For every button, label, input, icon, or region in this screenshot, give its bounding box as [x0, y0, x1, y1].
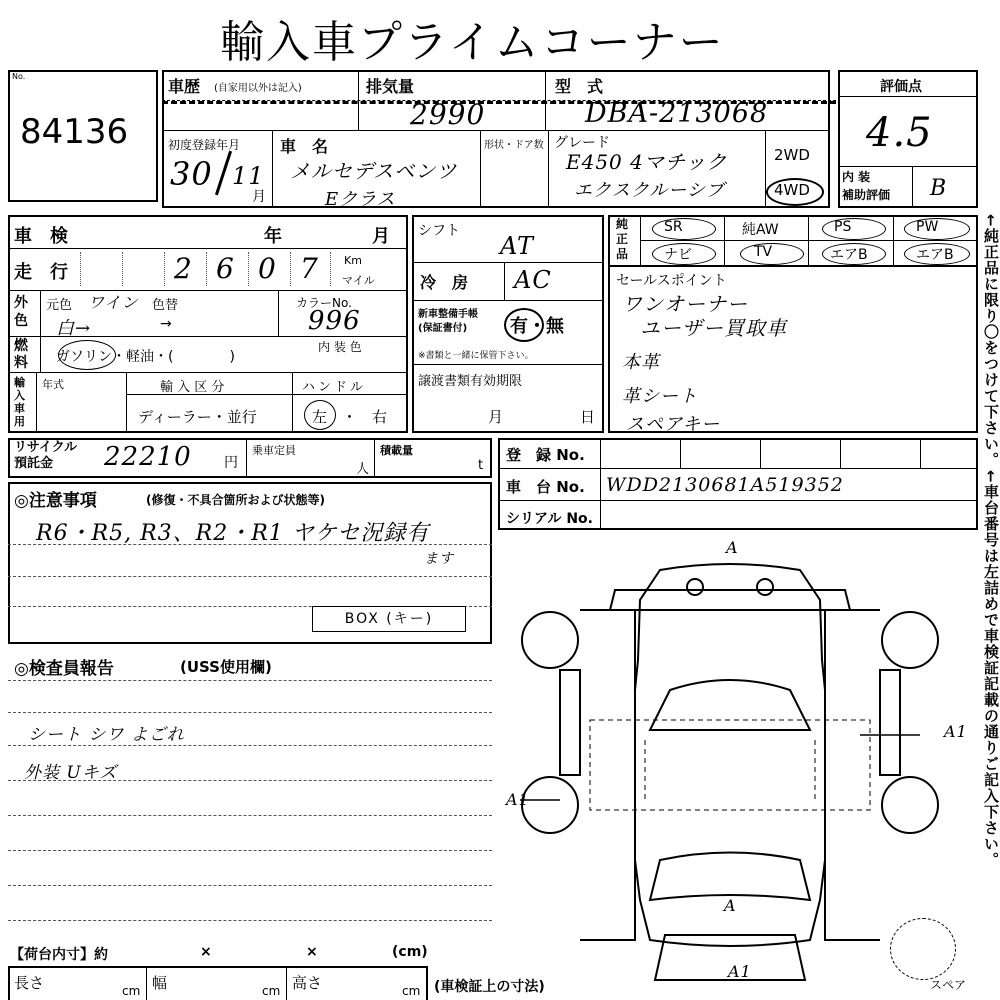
sales-point-4: 革シート: [622, 386, 698, 407]
cargo-length-unit: cm: [122, 984, 141, 998]
mileage-label: 走 行: [14, 262, 68, 283]
shaken-month: 月: [372, 226, 390, 247]
mileage-cells: [80, 252, 330, 288]
cargo-note: (車検証上の寸法): [434, 979, 545, 995]
aircon-label: 冷 房: [420, 273, 469, 292]
genuine-circle-ps: [822, 218, 886, 240]
cargo-width: 幅: [152, 974, 168, 992]
history-note: (自家用以外は記入): [214, 83, 302, 94]
genuine-airb-1: エアB: [830, 247, 868, 263]
mileage-km: Km: [344, 254, 362, 267]
genuine-circle-navi: [652, 243, 716, 265]
orig-color-value: ワイン: [88, 293, 139, 312]
color-no-label: カラーNo.: [296, 296, 352, 310]
side-note-chassis: ←車台番号は左詰めで車検証記載の通りご記入下さい。: [982, 470, 1000, 868]
load-unit: t: [478, 458, 484, 473]
page-title: 輸入車プライムコーナー: [220, 17, 725, 68]
manual-label: 新車整備手帳 (保証書付): [418, 309, 478, 334]
car-diagram: [520, 540, 940, 1000]
aircon-value: AC: [514, 266, 552, 294]
cargo-height-unit: cm: [402, 984, 421, 998]
cargo-x2: ×: [306, 944, 318, 960]
diagram-mark-front: A: [724, 896, 737, 915]
first-reg-year: 30: [170, 155, 213, 193]
diagram-mark-rear: A: [726, 538, 739, 557]
sales-point-2: ユーザー買取車: [640, 316, 787, 340]
color-no-value: 996: [308, 306, 361, 336]
import-label: 輸 入 車 用: [14, 376, 25, 428]
spare-label: スペア: [930, 978, 967, 992]
diagram-mark-right: A1: [944, 722, 968, 741]
side-note-genuine: ←純正品に限り〇をつけて下さい。: [982, 214, 1000, 468]
genuine-pw: PW: [916, 219, 939, 235]
fuel-options: ガソリン・軽油・( ): [56, 349, 235, 365]
outer-color-label: 外 色: [14, 295, 28, 329]
inspector-line-1: シート シワ よごれ: [28, 725, 185, 745]
notes-sub: (修復・不具合箇所および状態等): [146, 493, 325, 507]
genuine-circle-airb-2: [904, 243, 970, 265]
genuine-aw: 純AW: [742, 222, 779, 238]
cargo-length: 長さ: [14, 974, 45, 992]
score-interior-label: 内 装 補助評価: [842, 170, 891, 202]
genuine-label: 純 正 品: [616, 217, 629, 261]
transfer-label: 譲渡書類有効期限: [418, 374, 523, 389]
model-label: 型 式: [555, 77, 604, 96]
sales-point-1: ワンオーナー: [622, 292, 748, 316]
transfer-day: 日: [580, 408, 596, 426]
drive-2wd: 2WD: [774, 146, 810, 164]
genuine-ps: PS: [834, 219, 852, 235]
displacement-label: 排気量: [366, 77, 415, 96]
first-reg-month-unit: 月: [252, 189, 266, 205]
inspector-sub: (USS使用欄): [180, 658, 272, 676]
mileage-digit-6: 7: [300, 252, 319, 285]
diagram-mark-bottom: A1: [728, 962, 752, 981]
genuine-sr: SR: [664, 219, 683, 235]
grade-value: E450 4マチック: [566, 150, 728, 174]
recycle-block: [8, 438, 492, 478]
box-key-label: BOX (キー): [312, 606, 466, 632]
cargo-label: 【荷台内寸】約: [10, 947, 108, 963]
chassis-label: 車 台 No.: [506, 478, 585, 496]
change-color-label: 色替: [152, 298, 179, 313]
score-value: 4.5: [866, 110, 933, 156]
lot-no-label: No.: [12, 72, 26, 81]
cargo-unit: (cm): [392, 944, 428, 960]
genuine-circle-airb-1: [822, 243, 886, 265]
genuine-navi: ナビ: [664, 247, 692, 263]
inspector-line-2: 外装 Uキズ: [24, 763, 118, 783]
score-label: 評価点: [880, 79, 922, 95]
inspector-label: ◎検査員報告: [14, 659, 114, 679]
sales-point-5: スペアキー: [626, 414, 721, 435]
car-name-sub: Eクラス: [325, 189, 396, 210]
cargo-x1: ×: [200, 944, 212, 960]
recycle-label: リサイクル 預託金: [14, 440, 78, 471]
cargo-dims-block: [8, 966, 428, 1000]
transfer-month: 月: [488, 408, 504, 426]
fuel-label: 燃 料: [14, 338, 28, 371]
manual-options: 有・無: [510, 316, 564, 337]
sales-points-label: セールスポイント: [616, 273, 727, 289]
displacement-value: 2990: [410, 98, 486, 131]
shift-value: AT: [500, 232, 535, 260]
first-reg-label: 初度登録年月: [168, 138, 241, 152]
drive-4wd: 4WD: [774, 181, 810, 199]
doors-label: 形状・ドア数: [484, 140, 544, 151]
load-label: 積載量: [380, 444, 413, 457]
notes-label: ◎注意事項: [14, 491, 97, 511]
import-class-label: 輸 入 区 分: [160, 380, 225, 395]
first-reg-month: 11: [232, 162, 265, 190]
cargo-width-unit: cm: [262, 984, 281, 998]
sales-point-3: 本革: [622, 352, 660, 373]
recycle-unit: 円: [224, 455, 238, 471]
mileage-digit-5: 0: [258, 252, 277, 285]
grade-sub: エクスクルーシブ: [574, 180, 725, 201]
genuine-airb-2: エアB: [916, 247, 954, 263]
handle-label: ハンドル: [302, 380, 367, 395]
mileage-digit-3: 2: [174, 252, 193, 285]
shift-label: シフト: [418, 223, 460, 239]
shaken-label: 車 検: [14, 226, 68, 247]
mileage-mile: マイル: [342, 274, 375, 287]
orig-color-label: 元色: [46, 298, 73, 313]
registration-label: 登 録 No.: [506, 446, 585, 464]
history-label: 車歴: [168, 77, 201, 96]
import-class-options: ディーラー・並行: [138, 408, 257, 426]
lot-number: 84136: [20, 112, 129, 152]
manual-note: ※書類と一緒に保管下さい。: [418, 351, 534, 361]
serial-label: シリアル No.: [506, 511, 593, 527]
notes-line-2: ます: [424, 551, 454, 567]
score-interior-value: B: [930, 176, 948, 201]
recycle-value: 22210: [104, 442, 192, 472]
import-year-label: 年式: [42, 378, 64, 391]
car-name-label: 車 名: [280, 137, 329, 156]
chassis-value: WDD2130681A519352: [606, 474, 844, 496]
grade-label: グレード: [554, 135, 610, 151]
genuine-circle-pw: [904, 218, 970, 240]
genuine-circle-tv: [740, 243, 804, 265]
notes-line-1: R6・R5, R3、R2・R1 ヤケセ況録有: [36, 521, 430, 546]
color-arrow: →: [160, 316, 172, 332]
capacity-unit: 人: [356, 462, 370, 477]
shaken-year: 年: [264, 226, 282, 247]
mileage-digit-4: 6: [216, 252, 235, 285]
change-color-value: 白→: [56, 318, 92, 339]
car-name-value: メルセデスベンツ: [290, 159, 458, 183]
diagram-mark-left: A1: [506, 790, 530, 809]
model-value: DBA-213068: [585, 98, 769, 129]
spare-circle: [890, 918, 956, 980]
capacity-label: 乗車定員: [252, 444, 296, 457]
genuine-tv: TV: [754, 244, 773, 260]
genuine-circle-sr: [652, 218, 716, 240]
cargo-height: 高さ: [292, 974, 323, 992]
interior-color-label: 内 装 色: [318, 340, 362, 354]
handle-options: 左 ・ 右: [312, 408, 388, 426]
